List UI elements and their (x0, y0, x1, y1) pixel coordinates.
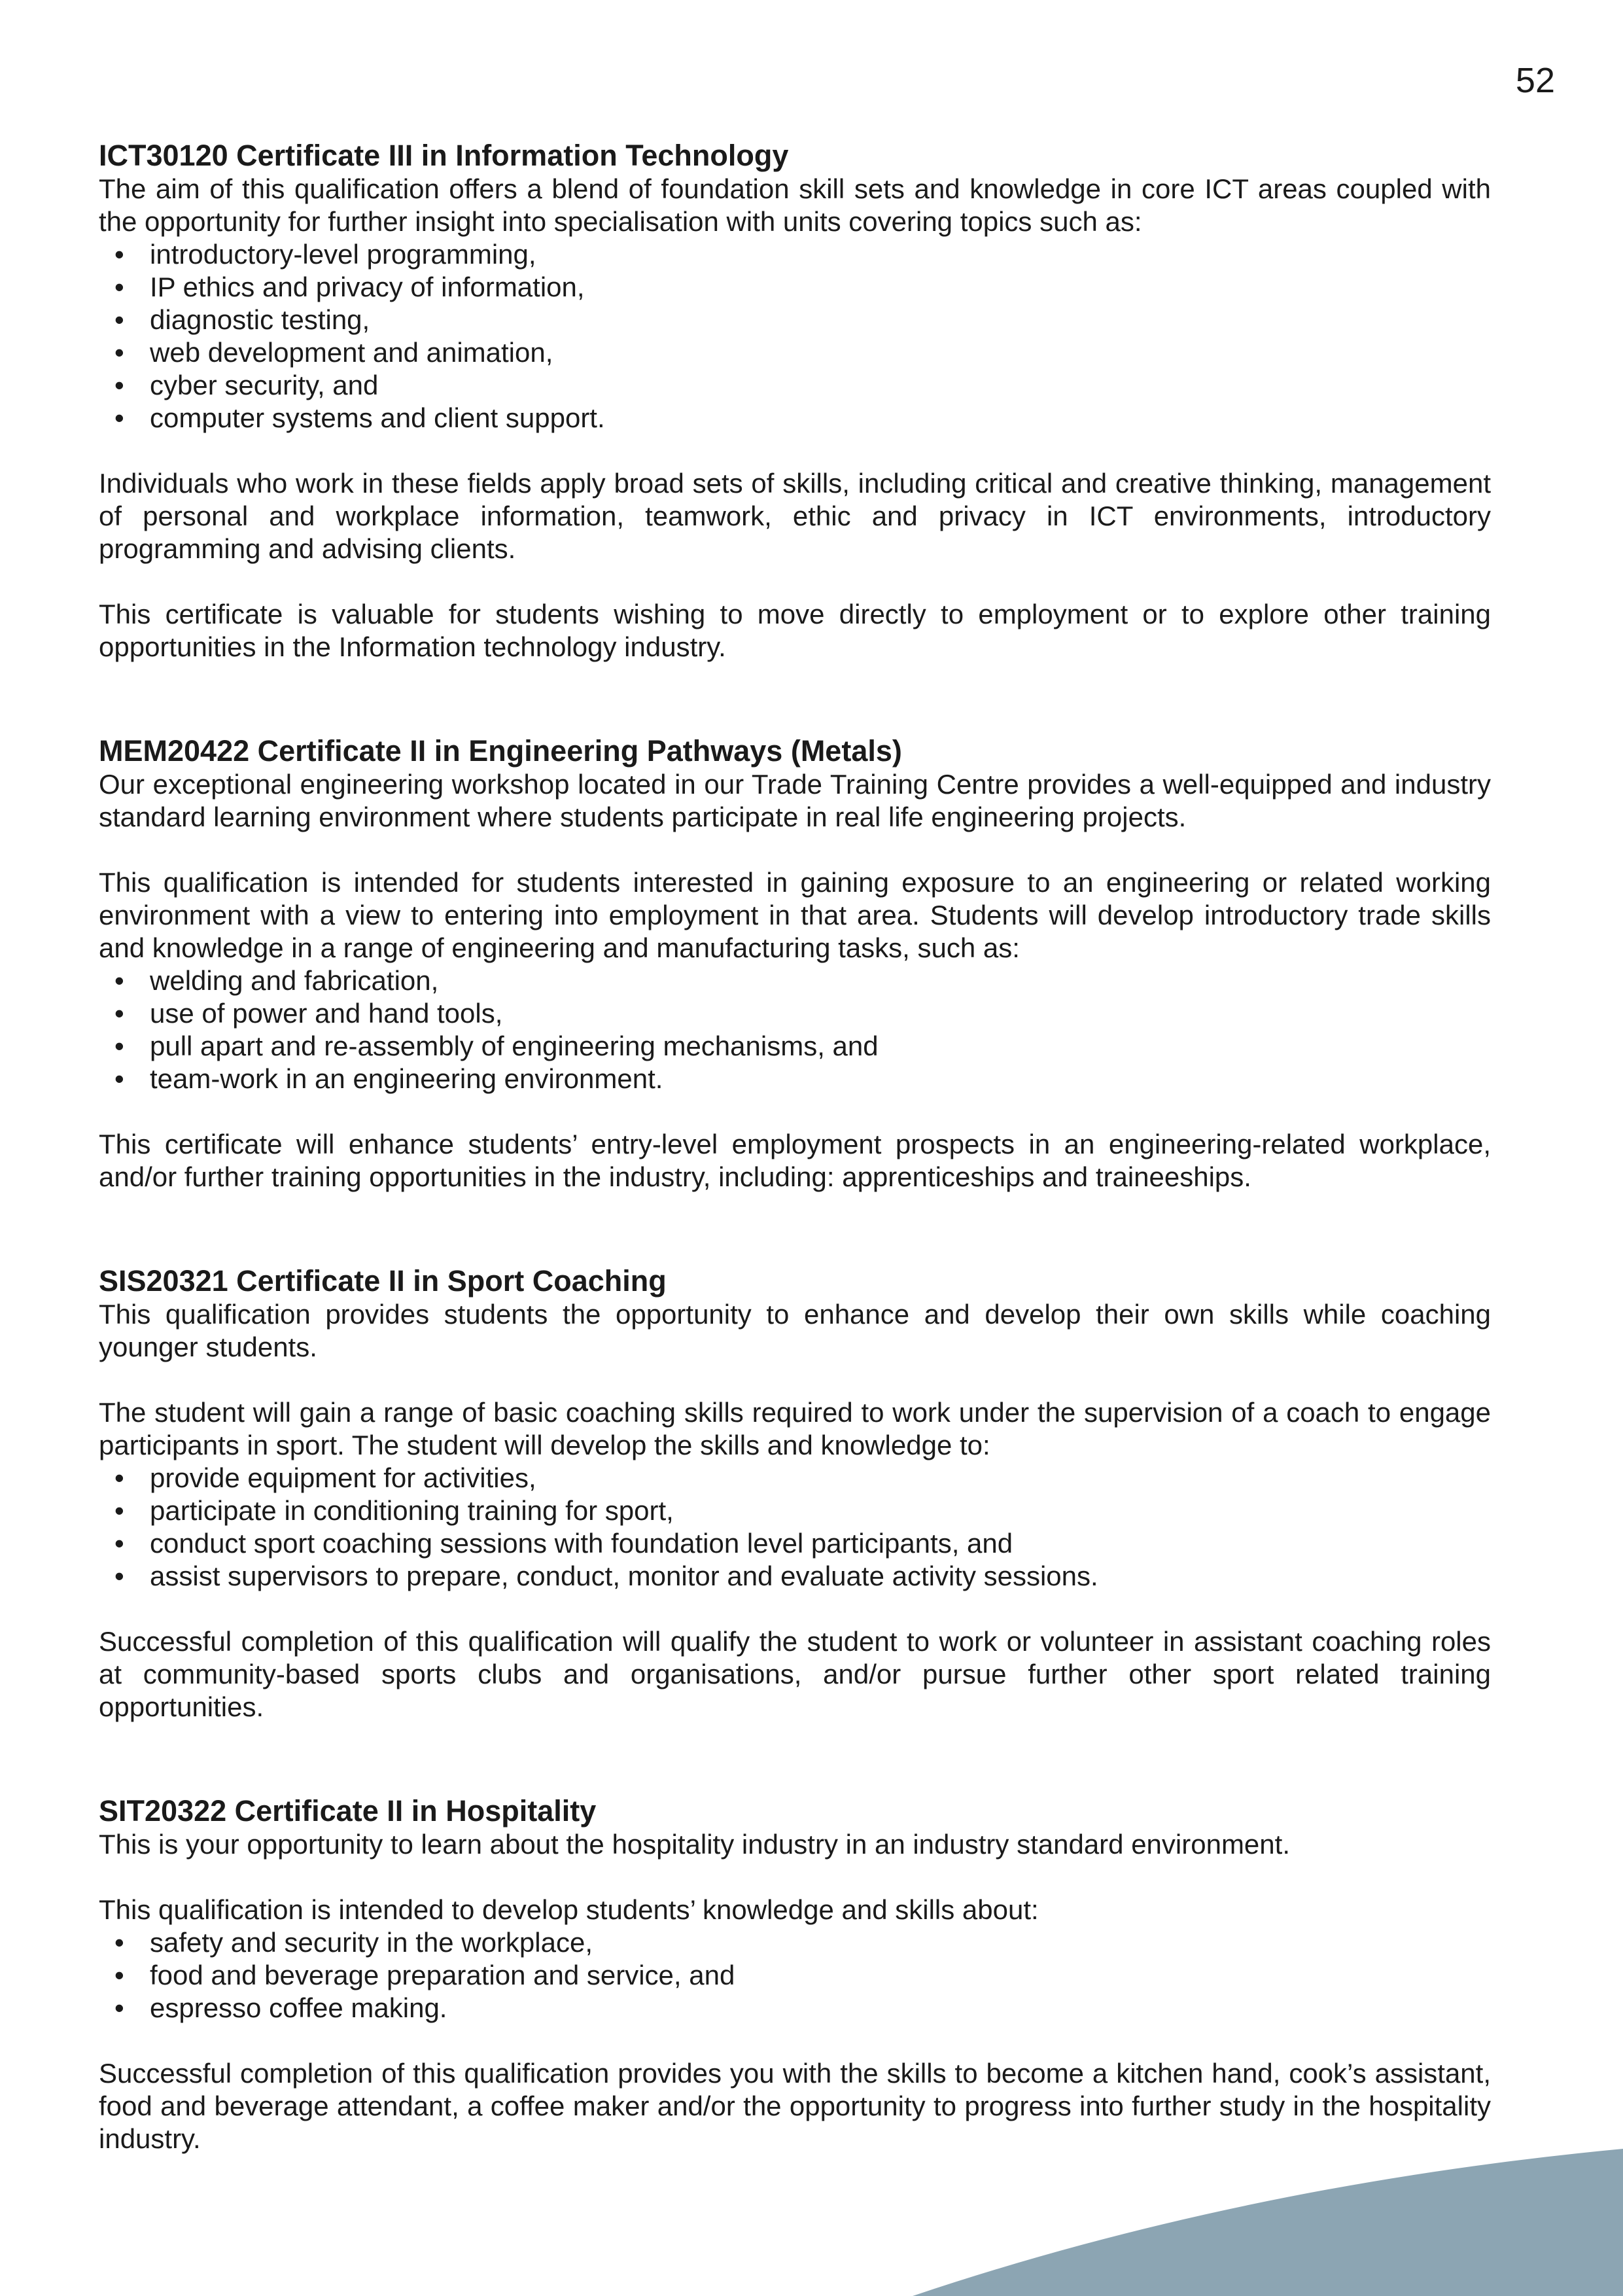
list-item-text: computer systems and client support. (150, 402, 605, 433)
section-title: ICT30120 Certificate III in Information Technology (99, 139, 789, 172)
list-item (99, 964, 1491, 997)
bullet-icon: • (114, 1927, 124, 1958)
bullet-icon: • (114, 1992, 124, 2023)
skills-list (99, 1926, 1491, 2024)
list-item-text: introductory-level programming, (150, 239, 536, 270)
list-item (99, 1992, 1491, 2024)
section-title: SIT20322 Certificate II in Hospitality (99, 1794, 597, 1828)
bullet-icon: • (114, 1561, 124, 1591)
list-item-text: cyber security, and (150, 370, 379, 400)
section-sit20322 (99, 1794, 1491, 2155)
list-item (99, 1494, 1491, 1527)
list-item (99, 336, 1491, 369)
list-item-text: assist supervisors to prepare, conduct, monitor and evaluate activity sessions. (150, 1561, 1098, 1591)
bullet-icon: • (114, 1528, 124, 1559)
bullet-icon: • (114, 272, 124, 302)
list-item-text: food and beverage preparation and service, and (150, 1960, 735, 1990)
section-paragraph: This certificate is valuable for students wishing to move directly to employment or to explore other training opportunities in the Information technology industry. (99, 599, 1491, 662)
section-sis20321 (99, 1264, 1491, 1723)
list-item (99, 1560, 1491, 1593)
list-item-text: participate in conditioning training for sport, (150, 1495, 674, 1526)
bullet-icon: • (114, 965, 124, 996)
topic-list (99, 238, 1491, 434)
bullet-icon: • (114, 1462, 124, 1493)
list-item (99, 1030, 1491, 1063)
section-paragraph: Successful completion of this qualification provides you with the skills to become a kitchen hand, cook’s assistant, food and beverage attendant, a coffee maker and/or the opportunity to progress into further study in the hospitality industry. (99, 2058, 1491, 2154)
section-title: MEM20422 Certificate II in Engineering Pathways (Metals) (99, 734, 902, 768)
section-mem20422 (99, 734, 1491, 1193)
list-item (99, 1959, 1491, 1992)
list-item (99, 271, 1491, 304)
list-item-text: diagnostic testing, (150, 304, 370, 335)
bullet-icon: • (114, 1495, 124, 1526)
document-body (99, 139, 1491, 2155)
bullet-icon: • (114, 304, 124, 335)
list-item (99, 1063, 1491, 1095)
section-paragraph: This certificate will enhance students’ entry-level employment prospects in an engineering-related workplace, and/or further training opportunities in the industry, including: apprenticeships and traineeships. (99, 1129, 1491, 1192)
section-ict30120 (99, 139, 1491, 663)
list-item-text: use of power and hand tools, (150, 998, 503, 1029)
list-item (99, 1926, 1491, 1959)
bullet-icon: • (114, 1031, 124, 1061)
section-intro: This is your opportunity to learn about the hospitality industry in an industry standard environment. (99, 1829, 1290, 1860)
list-item-text: welding and fabrication, (150, 965, 439, 996)
bullet-icon: • (114, 370, 124, 400)
skills-list (99, 964, 1491, 1095)
section-paragraph: This qualification is intended for students interested in gaining exposure to an engineering or related working environment with a view to entering into employment in that area. Students will develop introductory trade skills and knowledge in a range of engineering and manufacturing tasks, such as: (99, 867, 1491, 963)
decorative-wave (0, 2146, 1623, 2296)
section-paragraph: Successful completion of this qualification will qualify the student to work or volunteer in assistant coaching roles at community-based sports clubs and organisations, and/or pursue further other sport related training opportunities. (99, 1626, 1491, 1722)
section-paragraph: Individuals who work in these fields apply broad sets of skills, including critical and creative thinking, management of personal and workplace information, teamwork, ethic and privacy in ICT environments, introductory programming and advising clients. (99, 468, 1491, 564)
list-item-text: pull apart and re-assembly of engineering mechanisms, and (150, 1031, 879, 1061)
skills-list (99, 1462, 1491, 1593)
bullet-icon: • (114, 239, 124, 270)
page-number: 52 (1515, 61, 1555, 100)
list-item-text: IP ethics and privacy of information, (150, 272, 585, 302)
section-paragraph: The student will gain a range of basic coaching skills required to work under the supervision of a coach to engage participants in sport. The student will develop the skills and knowledge to: (99, 1397, 1491, 1460)
bullet-icon: • (114, 998, 124, 1029)
wave-shape (913, 2149, 1623, 2296)
list-item (99, 369, 1491, 402)
bullet-icon: • (114, 1063, 124, 1094)
section-intro: Our exceptional engineering workshop located in our Trade Training Centre provides a well-equipped and industry standard learning environment where students participate in real life engineering projects. (99, 769, 1491, 832)
list-item (99, 1462, 1491, 1494)
list-item-text: safety and security in the workplace, (150, 1927, 593, 1958)
section-title: SIS20321 Certificate II in Sport Coaching (99, 1264, 667, 1298)
bullet-icon: • (114, 402, 124, 433)
bullet-icon: • (114, 1960, 124, 1990)
bullet-icon: • (114, 337, 124, 368)
section-intro: This qualification provides students the opportunity to enhance and develop their own skills while coaching younger students. (99, 1299, 1491, 1362)
list-item-text: espresso coffee making. (150, 1992, 447, 2023)
list-item-text: team-work in an engineering environment. (150, 1063, 663, 1094)
list-item-text: web development and animation, (150, 337, 553, 368)
list-item (99, 304, 1491, 336)
list-item-text: conduct sport coaching sessions with foundation level participants, and (150, 1528, 1013, 1559)
list-item (99, 402, 1491, 434)
section-paragraph: This qualification is intended to develop students’ knowledge and skills about: (99, 1894, 1039, 1925)
list-item-text: provide equipment for activities, (150, 1462, 536, 1493)
section-intro: The aim of this qualification offers a blend of foundation skill sets and knowledge in core ICT areas coupled with the opportunity for further insight into specialisation with units covering topics such as: (99, 173, 1491, 237)
list-item (99, 997, 1491, 1030)
list-item (99, 238, 1491, 271)
list-item (99, 1527, 1491, 1560)
